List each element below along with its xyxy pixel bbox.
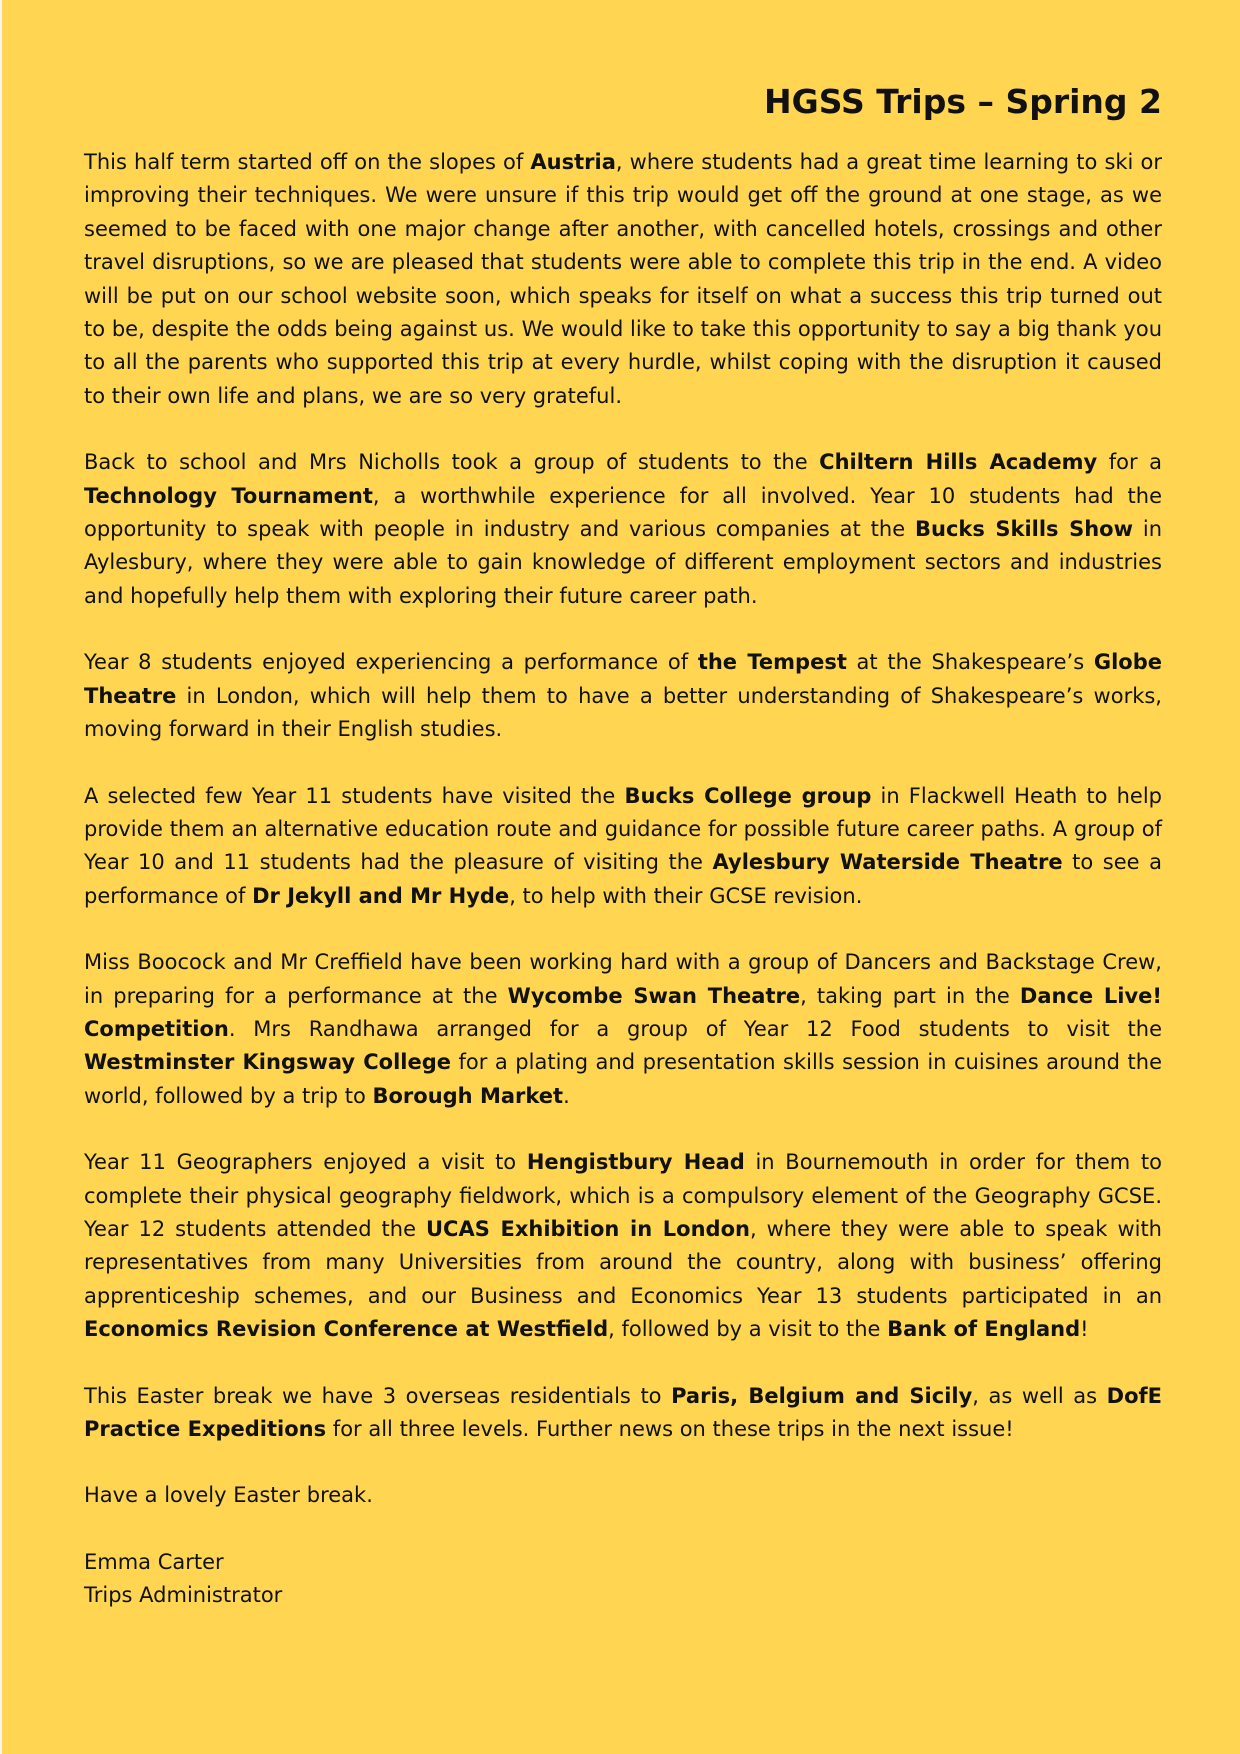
paragraph — [84, 646, 1162, 746]
bold-text: Bank of England — [887, 1317, 1081, 1342]
text-run: Back to school and Mrs Nicholls took a group of students to the — [84, 450, 820, 475]
bold-text: the Tempest — [697, 650, 847, 675]
signature-name: Emma Carter — [84, 1549, 224, 1574]
text-run: in Bournemouth in order for them to complete their physical geography fieldwork, which is a compulsory element of the Geography GCSE. Year 12 students attended the — [84, 1150, 1163, 1241]
text-run: A selected few Year 11 students have visited the — [84, 783, 625, 808]
text-run: This Easter break we have 3 overseas residentials to — [84, 1383, 672, 1408]
signature-block — [84, 1546, 1162, 1613]
bold-text: Chiltern Hills Academy — [819, 450, 1098, 475]
bold-text: DofE Practice Expeditions — [84, 1383, 1162, 1441]
text-run: Miss Boocock and Mr Creffield have been working hard with a group of Dancers and Backstage Crew, in preparing for a performance at the — [84, 950, 1162, 1008]
page-title: HGSS Trips – Spring 2 — [764, 82, 1162, 121]
text-run: for a — [1097, 450, 1162, 475]
text-run: to see a performance of — [84, 850, 1162, 908]
bold-text: Economics Revision Conference at Westfield — [84, 1317, 609, 1342]
text-run: Have a lovely Easter break. — [84, 1483, 373, 1508]
text-run: , followed by a visit to the — [608, 1317, 888, 1342]
paragraph — [84, 446, 1162, 613]
bold-text: Dr Jekyll and Mr Hyde — [252, 883, 510, 908]
bold-text: Aylesbury Waterside Theatre — [712, 850, 1063, 875]
text-run: , a worthwhile experience for all involved. Year 10 students had the opportunity to speak with people in industry and various companies at the — [84, 483, 1162, 542]
text-run: . — [563, 1083, 570, 1108]
text-run: This half term started off on the slopes of — [84, 150, 531, 174]
bold-text: Wycombe Swan Theatre — [507, 983, 801, 1008]
text-run: for all three levels. Further news on these trips in the next issue! — [326, 1417, 1014, 1441]
bold-text: Austria — [530, 150, 616, 174]
paragraph — [84, 946, 1162, 1113]
bold-text: Borough Market — [372, 1083, 564, 1108]
paragraph — [84, 1146, 1162, 1346]
bold-text: Bucks College group — [624, 783, 872, 808]
text-run: in Aylesbury, where they were able to gain knowledge of different employment sectors and industries and hopefully help them with exploring their future career path. — [84, 517, 1162, 608]
bold-text: Westminster Kingsway College — [84, 1050, 451, 1075]
text-run: at the Shakespeare’s — [846, 650, 1094, 675]
text-run: , taking part in the — [800, 983, 1020, 1008]
text-run: , where they were able to speak with representatives from many Universities from around the country, along with business’ offering apprenticeship schemes, and our Business and Economics Year 13 students participated in an — [84, 1216, 1162, 1308]
text-run: for a plating and presentation skills session in cuisines around the world, followed by a trip to — [84, 1050, 1162, 1108]
text-run: ! — [1080, 1317, 1089, 1342]
paragraph — [84, 780, 1162, 914]
text-run: in London, which will help them to have a better understanding of Shakespeare’s works, moving forward in their English studies. — [84, 683, 1162, 742]
bold-text: Hengistbury Head — [526, 1150, 745, 1175]
bold-text: Bucks Skills Show — [915, 517, 1133, 542]
text-run: Year 8 students enjoyed experiencing a performance of — [84, 650, 698, 675]
bold-text: Dance Live! Competition — [84, 983, 1162, 1041]
text-run: , as well as — [972, 1383, 1107, 1408]
text-run: . Mrs Randhawa arranged for a group of Year 12 Food students to visit the — [228, 1016, 1162, 1041]
body-text — [84, 146, 1162, 1513]
document-content — [84, 78, 1162, 1613]
paragraph — [84, 146, 1162, 413]
bold-text: Technology Tournament — [84, 483, 373, 508]
text-run: , where students had a great time learning to ski or improving their techniques. We were unsure if this trip would get off the ground at one stage, as we seemed to be faced with one major change after another, with cancelled hotels, crossings and other travel disruptions, so we are pleased that students were able to complete this trip in the end. A video will be put on our school website soon, which speaks for itself on what a success this trip turned out to be, despite the odds being against us. We would like to take this opportunity to say a big thank you to all the parents who supported this trip at every hurdle, whilst coping with the disruption it caused to their own life and plans, we are so very grateful. — [84, 150, 1162, 408]
bold-text: Globe Theatre — [84, 650, 1162, 708]
text-run: , to help with their GCSE revision. — [509, 883, 863, 908]
paragraph — [84, 1479, 1162, 1512]
paragraph — [84, 1380, 1162, 1447]
bold-text: UCAS Exhibition in London — [426, 1216, 750, 1241]
text-run: in Flackwell Heath to help provide them an alternative education route and guidance for possible future career paths. A group of Year 10 and 11 students had the pleasure of visiting the — [84, 783, 1163, 875]
signature-role: Trips Administrator — [84, 1583, 283, 1608]
bold-text: Paris, Belgium and Sicily — [671, 1383, 973, 1408]
text-run: Year 11 Geographers enjoyed a visit to — [84, 1150, 527, 1175]
